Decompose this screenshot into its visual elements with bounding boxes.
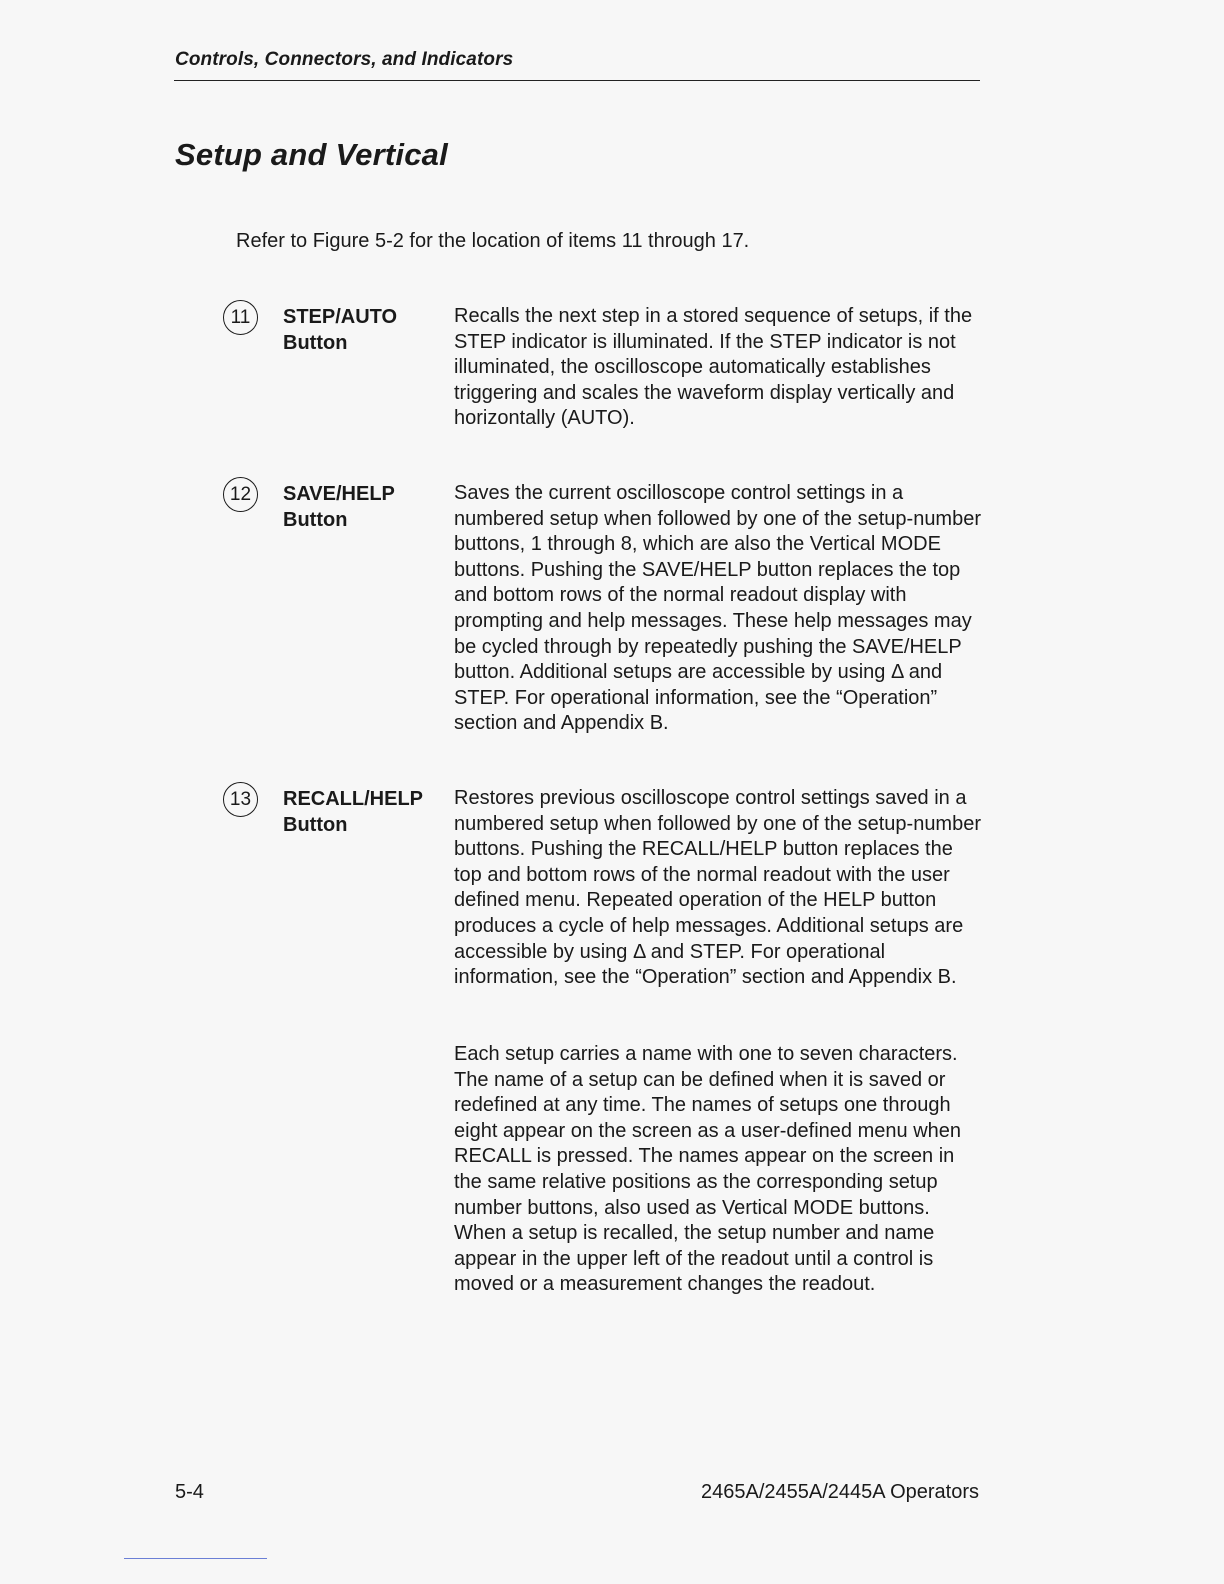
item-label-name: STEP/AUTO [283, 306, 398, 328]
item-label-type: Button [283, 814, 348, 836]
item-description: Recalls the next step in a stored sequence of setups, if the STEP indicator is illuminated. If the STEP indicator is not illuminated, the oscilloscope automatically establishes triggering and scales the waveform display vertically and horizontally (AUTO). [454, 305, 973, 430]
manual-title: 2465A/2455A/2445A Operators [701, 1481, 979, 1503]
section-intro: Refer to Figure 5-2 for the location of items 11 through 17. [236, 230, 750, 252]
item-label [283, 304, 448, 356]
running-header: Controls, Connectors, and Indicators [175, 49, 514, 70]
item-label-type: Button [283, 332, 348, 354]
item-number-badge: 13 [223, 782, 258, 817]
item-label-name: SAVE/HELP [283, 483, 395, 505]
section-title: Setup and Vertical [175, 137, 448, 172]
item-description: Saves the current oscilloscope control settings in a numbered setup when followed by one of the setup-number buttons, 1 through 8, which are also the Vertical MODE buttons. Pushing the SAVE/HELP button replaces the top and bottom rows of the normal readout display with prompting and help messages. These help messages may be cycled through by repeatedly pushing the SAVE/HELP button. Additional setups are accessible by using Δ and STEP. For operational information, see the “Operation” section and Appendix B. [454, 482, 982, 735]
scan-artifact-line [124, 1558, 267, 1559]
item-number-badge: 12 [223, 477, 258, 512]
item-label-name: RECALL/HELP [283, 788, 423, 810]
item-label [283, 786, 448, 838]
setup-names-paragraph: Each setup carries a name with one to seven characters. The name of a setup can be defined when it is saved or redefined at any time. The names of setups one through eight appear on the screen as a user-defined menu when RECALL is pressed. The names appear on the screen in the same relative positions as the corresponding setup number buttons, also used as Vertical MODE buttons. When a setup is recalled, the setup number and name appear in the upper left of the readout until a control is moved or a measurement changes the readout. [454, 1043, 962, 1296]
item-description: Restores previous oscilloscope control settings saved in a numbered setup when followed by one of the setup-number buttons. Pushing the RECALL/HELP button replaces the top and bottom rows of the normal readout with the user defined menu. Repeated operation of the HELP button produces a cycle of help messages. Additional setups are accessible by using Δ and STEP. For operational information, see the “Operation” section and Appendix B. [454, 787, 982, 989]
header-divider [174, 80, 980, 81]
item-label [283, 481, 448, 533]
item-number-badge: 11 [223, 300, 258, 335]
item-label-type: Button [283, 509, 348, 531]
page-number: 5-4 [175, 1481, 204, 1503]
